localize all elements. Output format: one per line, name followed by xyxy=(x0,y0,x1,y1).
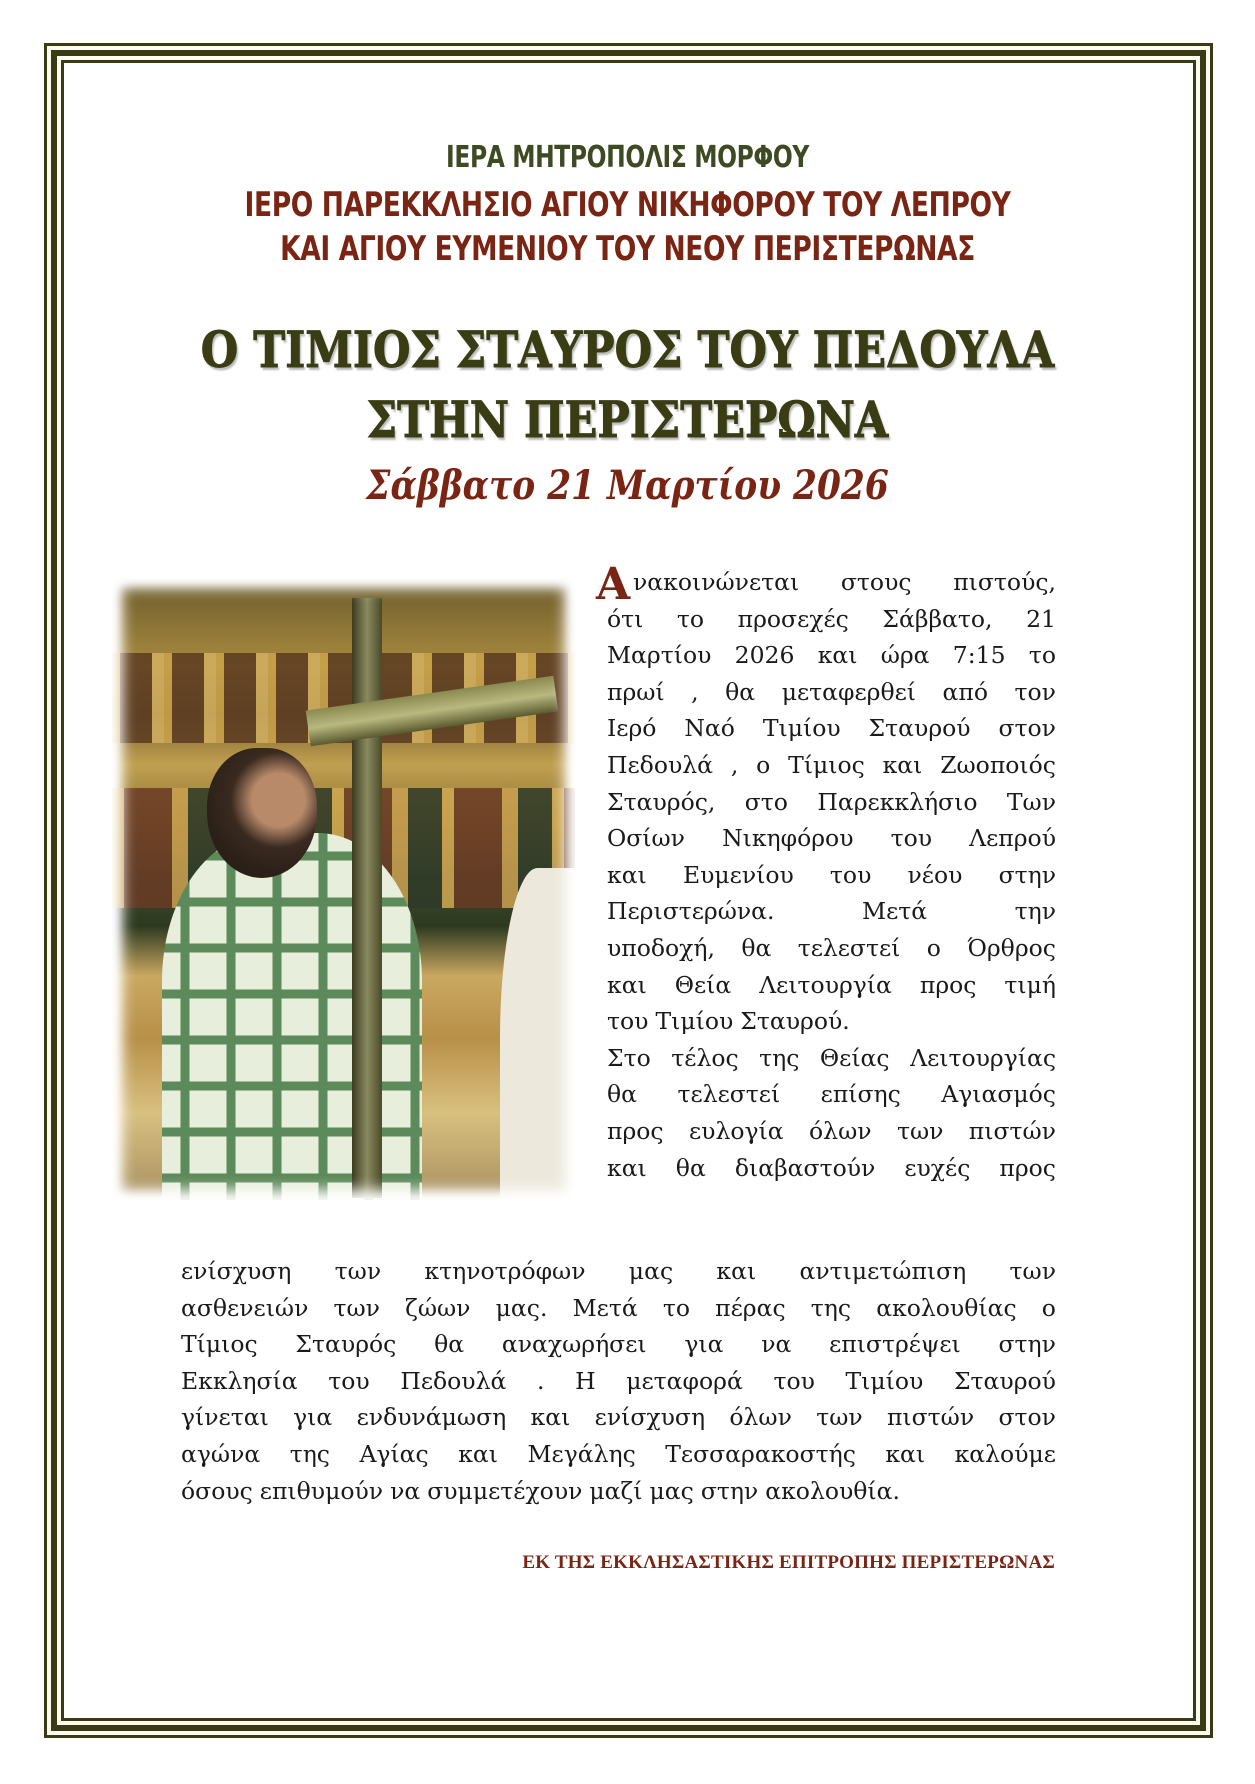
word: ευλογία xyxy=(688,1117,784,1145)
word: των xyxy=(334,1257,382,1285)
word: της xyxy=(759,1043,800,1072)
word: Μεγάλης xyxy=(527,1440,636,1468)
word: προς xyxy=(607,1117,664,1145)
word: διαβαστούν xyxy=(734,1153,876,1182)
word: τιμή xyxy=(1004,970,1056,999)
word: θα xyxy=(607,1080,638,1109)
word: , xyxy=(691,677,699,706)
signature: ΕΚ ΤΗΣ ΕΚΚΛΗΣΑΣΤΙΚΗΣ ΕΠΙΤΡΟΠΗΣ ΠΕΡΙΣΤΕΡΩΝΑΣ xyxy=(522,1552,1055,1573)
word: Των xyxy=(1006,787,1056,816)
word: όσους xyxy=(181,1476,253,1505)
word: , xyxy=(730,751,739,779)
word: για xyxy=(684,1330,724,1359)
text-line xyxy=(181,1440,1056,1468)
word: και xyxy=(530,1403,571,1432)
word: ασθενειών xyxy=(181,1293,309,1322)
word: νέου xyxy=(907,860,963,889)
text-line xyxy=(181,1477,1056,1505)
word: Πεδουλά xyxy=(400,1366,507,1395)
word: επίσης xyxy=(820,1080,901,1109)
word: το xyxy=(676,604,705,633)
word: τον xyxy=(1014,677,1056,706)
word: του xyxy=(829,860,872,889)
text-line xyxy=(181,1403,1056,1431)
word: να xyxy=(761,1330,792,1359)
word: 2026 xyxy=(734,641,795,670)
event-date: Σάββατο 21 Μαρτίου 2026 xyxy=(366,462,889,509)
word: Θείας xyxy=(819,1043,890,1072)
word: Τίμιος xyxy=(788,751,865,779)
word: και xyxy=(458,1440,498,1468)
word: από xyxy=(942,677,988,706)
word: το xyxy=(662,1293,690,1322)
word: μεταφορά xyxy=(626,1366,743,1395)
word: αντιμετώπιση xyxy=(799,1257,967,1285)
word: Τιμίου xyxy=(655,1007,734,1036)
word: Σταυρός xyxy=(295,1330,397,1359)
word: Σταυρός, xyxy=(607,787,716,816)
word: στον xyxy=(998,1403,1056,1432)
word: μας. xyxy=(495,1293,548,1322)
word: για xyxy=(293,1403,333,1432)
word: Τιμίου xyxy=(762,714,841,743)
word: Λεπρού xyxy=(969,824,1056,853)
main-title-line2: ΣΤΗΝ ΠΕΡΙΣΤΕΡΩΝΑ xyxy=(366,390,889,449)
word: Εκκλησία xyxy=(181,1366,298,1395)
word: καλούμε xyxy=(954,1440,1056,1468)
word: του xyxy=(890,824,933,853)
text-line xyxy=(607,714,1056,742)
text-line xyxy=(607,1007,1056,1035)
main-title-line1: Ο ΤΙΜΙΟΣ ΣΤΑΥΡΟΣ ΤΟΥ ΠΕΔΟΥΛΑ xyxy=(200,320,1055,379)
word: ευχές xyxy=(904,1153,971,1182)
word: νακοινώνεται xyxy=(633,568,800,596)
text-line xyxy=(607,824,1056,852)
word: και xyxy=(882,751,923,779)
word: συμμετέχουν xyxy=(427,1476,583,1505)
word: . xyxy=(536,1366,545,1395)
word: ζώων xyxy=(405,1293,471,1322)
word: Λειτουργία xyxy=(759,970,892,999)
word: ακολουθίας xyxy=(876,1293,1017,1322)
word: Σάββατο, xyxy=(882,604,993,633)
word: ο xyxy=(756,751,771,779)
side-figure xyxy=(500,868,575,1200)
word: προς xyxy=(999,1153,1056,1182)
text-line xyxy=(181,1294,1056,1322)
word: μας xyxy=(628,1257,674,1285)
word: υποδοχή, xyxy=(607,934,715,962)
word: τελεστεί xyxy=(797,934,901,962)
word: ενίσχυση xyxy=(594,1403,706,1432)
text-line xyxy=(607,1080,1056,1108)
word: πιστούς, xyxy=(953,568,1056,596)
word: θα xyxy=(434,1330,465,1359)
word: Όρθρος xyxy=(967,934,1056,962)
priest-head xyxy=(207,748,317,878)
word: Στο xyxy=(607,1043,651,1072)
text-line xyxy=(607,934,1056,962)
word: μαζί xyxy=(589,1476,643,1505)
word: στην xyxy=(998,860,1056,889)
word: να xyxy=(390,1476,421,1505)
drop-cap: Α xyxy=(596,559,631,610)
text-line xyxy=(607,788,1056,816)
text-line xyxy=(607,1154,1056,1182)
word: ότι xyxy=(607,604,644,633)
word: μεταφερθεί xyxy=(781,677,917,706)
iconostasis-upper-icons xyxy=(112,653,575,743)
word: και xyxy=(885,1440,926,1468)
word: θα xyxy=(725,677,756,706)
word: των xyxy=(333,1293,380,1322)
word: Πεδουλά xyxy=(607,751,714,779)
word: των xyxy=(896,1117,944,1145)
word: μας xyxy=(649,1476,694,1505)
word: κτηνοτρόφων xyxy=(424,1257,586,1285)
word: του xyxy=(773,1366,815,1395)
word: του xyxy=(607,1007,649,1036)
text-line xyxy=(607,1044,1056,1072)
word: στους xyxy=(840,568,912,596)
word: Λειτουργίας xyxy=(910,1043,1056,1072)
word: Ζωοποιός xyxy=(940,751,1056,779)
word: ώρα xyxy=(880,641,930,670)
word: και xyxy=(607,860,647,889)
word: πιστών xyxy=(968,1117,1056,1145)
iconostasis-lower-icons xyxy=(112,788,575,908)
word: πέρας xyxy=(715,1293,786,1322)
word: και xyxy=(607,970,647,999)
word: την xyxy=(1014,897,1056,926)
text-line xyxy=(607,861,1056,889)
word: όλων xyxy=(809,1117,872,1145)
word: πρωί xyxy=(607,677,665,706)
word: πιστών xyxy=(886,1403,975,1432)
word: Μαρτίου xyxy=(607,641,712,670)
word: θα xyxy=(741,934,772,962)
word: ενίσχυση xyxy=(181,1257,292,1285)
word: Σταυρού xyxy=(868,714,971,743)
word: στο xyxy=(744,787,788,816)
priest-vestment xyxy=(162,833,422,1200)
word: όλων xyxy=(729,1403,792,1432)
word: θα xyxy=(675,1153,706,1182)
word: 7:15 xyxy=(952,641,1006,670)
word: το xyxy=(1028,641,1056,670)
word: Θεία xyxy=(674,970,732,999)
word: της xyxy=(810,1293,852,1322)
word: επιθυμούν xyxy=(259,1476,384,1505)
text-line xyxy=(607,641,1056,669)
word: ακολουθία. xyxy=(765,1476,900,1505)
word: Τίμιος xyxy=(181,1330,258,1359)
text-line xyxy=(181,1367,1056,1395)
word: στον xyxy=(998,714,1056,743)
chapel-heading-line1: ΙΕΡΟ ΠΑΡΕΚΚΛΗΣΙΟ ΑΓΙΟΥ ΝΙΚΗΦΟΡΟΥ ΤΟΥ ΛΕΠΡΟΥ xyxy=(244,185,1011,225)
cross-icon xyxy=(352,598,382,1198)
word: Περιστερώνα. xyxy=(607,897,775,926)
word: γίνεται xyxy=(181,1403,269,1432)
word: ενδυνάμωση xyxy=(356,1403,507,1432)
text-line xyxy=(181,1257,1056,1285)
word: Ιερό xyxy=(607,714,657,743)
word: Η xyxy=(575,1366,596,1395)
word: Ναό xyxy=(684,714,735,743)
cross-crossbar xyxy=(306,676,559,746)
word: Μετά xyxy=(572,1293,638,1322)
text-line xyxy=(607,1117,1056,1145)
priest-with-cross-photo xyxy=(112,578,575,1200)
word: των xyxy=(816,1403,863,1432)
word: αναχωρήσει xyxy=(501,1330,647,1359)
word: 21 xyxy=(1026,604,1056,633)
word: Τεσσαρακοστής xyxy=(665,1440,856,1468)
word: Αγίας xyxy=(359,1440,429,1468)
word: της xyxy=(289,1440,330,1468)
text-line xyxy=(633,568,1056,596)
word: των xyxy=(1009,1257,1056,1285)
word: επιστρέψει xyxy=(829,1330,961,1359)
word: και xyxy=(716,1257,757,1285)
text-line xyxy=(607,605,1056,633)
word: και xyxy=(607,1153,647,1182)
word: προσεχές xyxy=(737,604,849,633)
word: του xyxy=(328,1366,370,1395)
word: ο xyxy=(1041,1293,1056,1322)
word: Οσίων xyxy=(607,824,685,853)
word: Ευμενίου xyxy=(682,860,794,889)
word: Σταυρού xyxy=(953,1366,1056,1395)
word: Σταυρού. xyxy=(740,1007,850,1036)
text-line xyxy=(607,751,1056,779)
word: ο xyxy=(926,934,941,962)
chapel-heading-line2: ΚΑΙ ΑΓΙΟΥ ΕΥΜΕΝΙΟΥ ΤΟΥ ΝΕΟΥ ΠΕΡΙΣΤΕΡΩΝΑΣ xyxy=(280,229,975,269)
word: τελεστεί xyxy=(677,1080,781,1109)
word: Μετά xyxy=(862,897,928,926)
text-line xyxy=(607,897,1056,925)
text-line xyxy=(607,678,1056,706)
word: Αγιασμός xyxy=(941,1080,1056,1109)
word: Νικηφόρου xyxy=(722,824,854,853)
word: στην xyxy=(700,1476,759,1505)
text-line xyxy=(181,1330,1056,1358)
word: Τιμίου xyxy=(845,1366,924,1395)
word: Παρεκκλήσιο xyxy=(817,787,978,816)
word: αγώνα xyxy=(181,1440,261,1468)
word: προς xyxy=(919,970,977,999)
word: τέλος xyxy=(671,1043,739,1072)
word: και xyxy=(817,641,858,670)
metropolis-heading: ΙΕΡΑ ΜΗΤΡΟΠΟΛΙΣ ΜΟΡΦΟΥ xyxy=(446,140,809,175)
text-line xyxy=(607,971,1056,999)
word: στην xyxy=(998,1330,1056,1359)
